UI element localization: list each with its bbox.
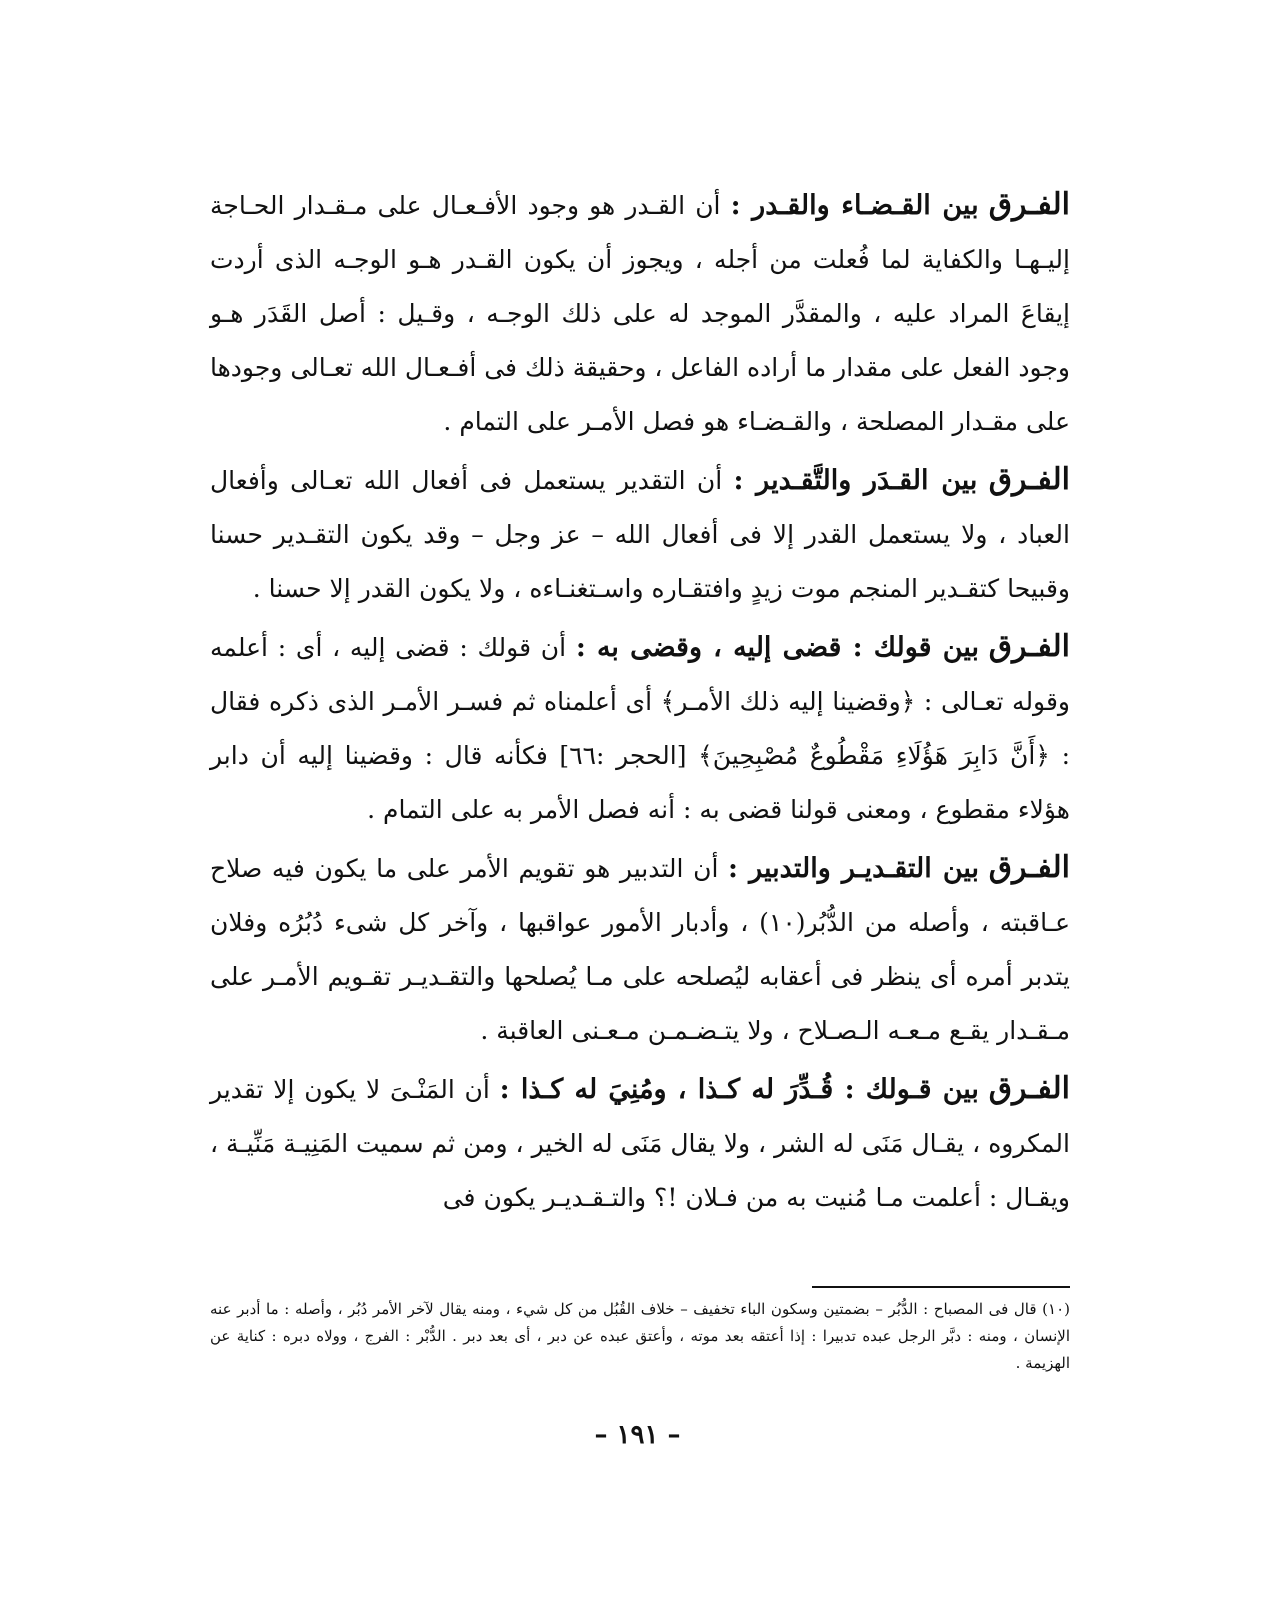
paragraph-1 xyxy=(210,178,1070,449)
paragraph-2-heading: بين القـدَر والتَّقـدير : xyxy=(733,465,978,496)
page-number: – ١٩١ – xyxy=(594,1420,681,1450)
paragraph-5-heading: بين قـولك : قُـدِّرَ له كـذا ، ومُنِيَ له كـذا : xyxy=(499,1074,979,1105)
paragraph-1-body: أن القـدر هو وجود الأفـعـال على مـقـدار الحـاجة إليـهـا والكفاية لما فُعلت من أجله ، ويجوز أن يكون القـدر هـو الوجـه الذى أردت إيقاعَ المراد عليه ، والمقدَّر الموجد له على ذلك الوجـه ، وقـيل : أصل القَدَر هـو وجود الفعل على مقدار ما أراده الفاعل ، وحقيقة ذلك فى أفـعـال الله تعـالى وجودها على مقـدار المصلحة ، والقـضـاء هو فصل الأمـر على التمام . xyxy=(210,191,1070,436)
paragraph-4-lead-word: الفـرق xyxy=(988,850,1070,885)
paragraph-2-lead-word: الفـرق xyxy=(988,462,1071,497)
paragraph-2-body: أن التقدير يستعمل فى أفعال الله تعـالى وأفعال العباد ، ولا يستعمل القدر إلا فى أفعال الله – عز وجل – وقد يكون التقـدير حسنا وقبيحا كتقـدير المنجم موت زيدٍ وافتقـاره واسـتغنـاءه ، ولا يكون القدر إلا حسنا . xyxy=(210,466,1070,603)
paragraph-5 xyxy=(210,1062,1070,1225)
paragraph-1-lead-word: الفـرق xyxy=(988,187,1070,222)
paragraph-2 xyxy=(210,453,1070,616)
paragraph-1-heading: بين القـضـاء والقـدر : xyxy=(730,190,979,221)
paragraph-3-body: أن قولك : قضى إليه ، أى : أعلمه وقوله تعـالى : ﴿وقضينا إليه ذلك الأمـر﴾ أى أعلمناه ثم فسـر الأمـر الذى ذكره فقال : ﴿أَنَّ دَابِرَ هَؤُلَاءِ مَقْطُوعٌ مُصْبِحِينَ﴾ [الحجر :٦٦] فكأنه قال : وقضينا إليه أن دابر هؤلاء مقطوع ، ومعنى قولنا قضى به : أنه فصل الأمر به على التمام . xyxy=(210,633,1071,824)
footnote: (١٠) قال فى المصباح : الدُّبُر – بضمتين وسكون الباء تخفيف – خلاف القُبُل من كل شيء ، ومنه يقال لآخر الأمر دُبُر ، وأصله : ما أدبر عنه الإنسان ، ومنه : دبَّر الرجل عبده تدبيرا : إذا أعتقه بعد موته ، وأعتق عبده عن دبر ، أى بعد دبر . الدُّبْر : الفرج ، وولاه دبره : كناية عن الهزيمة . xyxy=(210,1300,1070,1372)
paragraph-3-heading: بين قولك : قضى إليه ، وقضى به : xyxy=(575,632,979,663)
main-text xyxy=(210,178,1070,1229)
paragraph-3-lead-word: الفـرق xyxy=(988,629,1070,664)
paragraph-5-lead-word: الفـرق xyxy=(988,1071,1070,1106)
paragraph-3 xyxy=(210,620,1070,837)
paragraph-5-body: أن المَنْـىَ لا يكون إلا تقدير المكروه ، يقـال مَنَى له الشر ، ولا يقال مَنَى له الخير ، ومن ثم سميت المَنِيـة مَنِّيـة ، ويقـال : أعلمت مـا مُنيت به من فـلان !؟ والتـقـديـر يكون فى xyxy=(210,1075,1070,1212)
paragraph-4-heading: بين التقـديـر والتدبير : xyxy=(728,853,980,884)
paragraph-4 xyxy=(210,841,1070,1058)
footnote-divider xyxy=(812,1286,1070,1288)
paragraph-4-body: أن التدبير هو تقويم الأمر على ما يكون فيه صلاح عـاقبته ، وأصله من الدُّبُر(١٠) ، وأدبار الأمور عواقبها ، وآخر كل شىء دُبُرُه وفلان يتدبر أمره أى ينظر فى أعقابه ليُصلحه على مـا يُصلحها والتقـديـر تقـويم الأمـر على مـقـدار يقـع مـعـه الـصـلاح ، ولا يتـضـمـن مـعـنى العاقبة . xyxy=(210,854,1070,1045)
